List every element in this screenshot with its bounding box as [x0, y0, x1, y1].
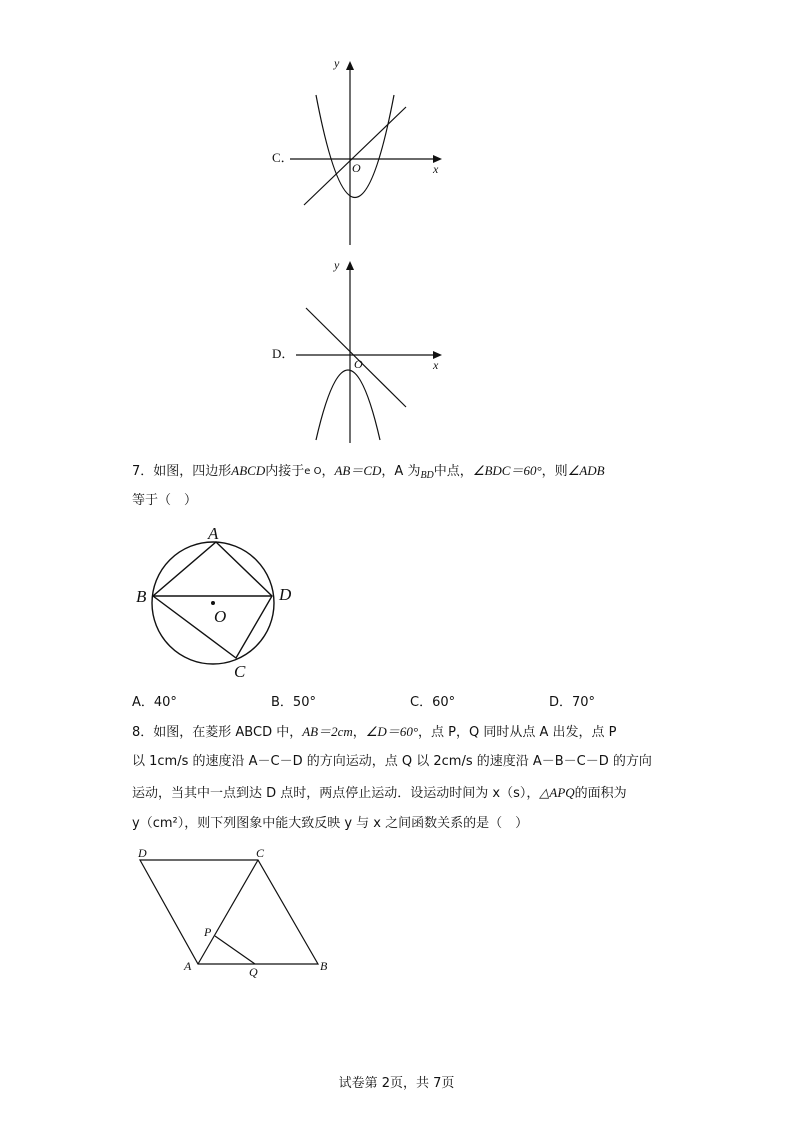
point-q-label: Q — [249, 965, 258, 979]
q7-choice-c: C．60° — [410, 695, 456, 710]
point-a-label: A — [184, 959, 192, 973]
x-axis-label: x — [433, 358, 439, 372]
y-axis-arrow-icon — [346, 61, 354, 70]
q7-choice-b: B．50° — [271, 695, 316, 710]
option-d-graph — [290, 255, 450, 450]
point-d-label: D — [279, 585, 292, 604]
point-o-label: O — [214, 607, 227, 626]
option-d-label: D． — [272, 346, 295, 361]
q7-choice-d: D．70° — [549, 695, 596, 710]
origin-label: O — [354, 357, 363, 371]
option-c-graph — [290, 55, 450, 255]
q7-line1: 7．如图，四边形ABCD内接于e O，AB＝CD，A 为$_{BD}$中点，∠BDC＝60°，则∠ADB — [132, 463, 605, 481]
y-axis-arrow-icon — [346, 261, 354, 270]
segment-pq — [215, 936, 255, 964]
point-b-label: B — [136, 587, 147, 606]
q8-line4: y（cm²），则下列图象中能大致反映 y 与 x 之间函数关系的是（ ） — [132, 816, 529, 831]
y-axis-label: y — [334, 258, 340, 272]
q8-line2: 以 1cm/s 的速度沿 A－C－D 的方向运动，点 Q 以 2cm/s 的速度沿 A－B－C－D 的方向 — [132, 754, 652, 769]
point-d-label: D — [138, 846, 147, 860]
point-b-label: B — [320, 959, 328, 973]
point-c-label: C — [256, 846, 265, 860]
diagonal-ac — [198, 860, 258, 964]
q7-line2: 等于（ ） — [132, 493, 198, 508]
point-p-label: P — [204, 925, 212, 939]
parabola-curve — [316, 370, 380, 440]
page-footer: 试卷第 2页，共 7页 — [338, 1076, 455, 1091]
y-axis-label: y — [334, 56, 340, 70]
straight-line — [304, 107, 406, 205]
q8-rhombus-figure — [130, 840, 340, 985]
option-c-label: C． — [272, 150, 294, 165]
q8-line1: 8．如图，在菱形 ABCD 中，AB＝2cm，∠D＝60°，点 P，Q 同时从点 A 出发，点 P — [132, 724, 617, 740]
x-axis-label: x — [433, 162, 439, 176]
q8-line3: 运动，当其中一点到达 D 点时，两点停止运动．设运动时间为 x（s），△APQ的面积为 — [132, 785, 627, 801]
q7-choice-a: A．40° — [132, 695, 177, 710]
q7-circle-figure — [130, 520, 310, 690]
origin-label: O — [352, 161, 361, 175]
center-dot — [211, 601, 215, 605]
point-c-label: C — [234, 662, 246, 681]
point-a-label: A — [208, 524, 219, 543]
rhombus-abcd — [140, 860, 318, 964]
